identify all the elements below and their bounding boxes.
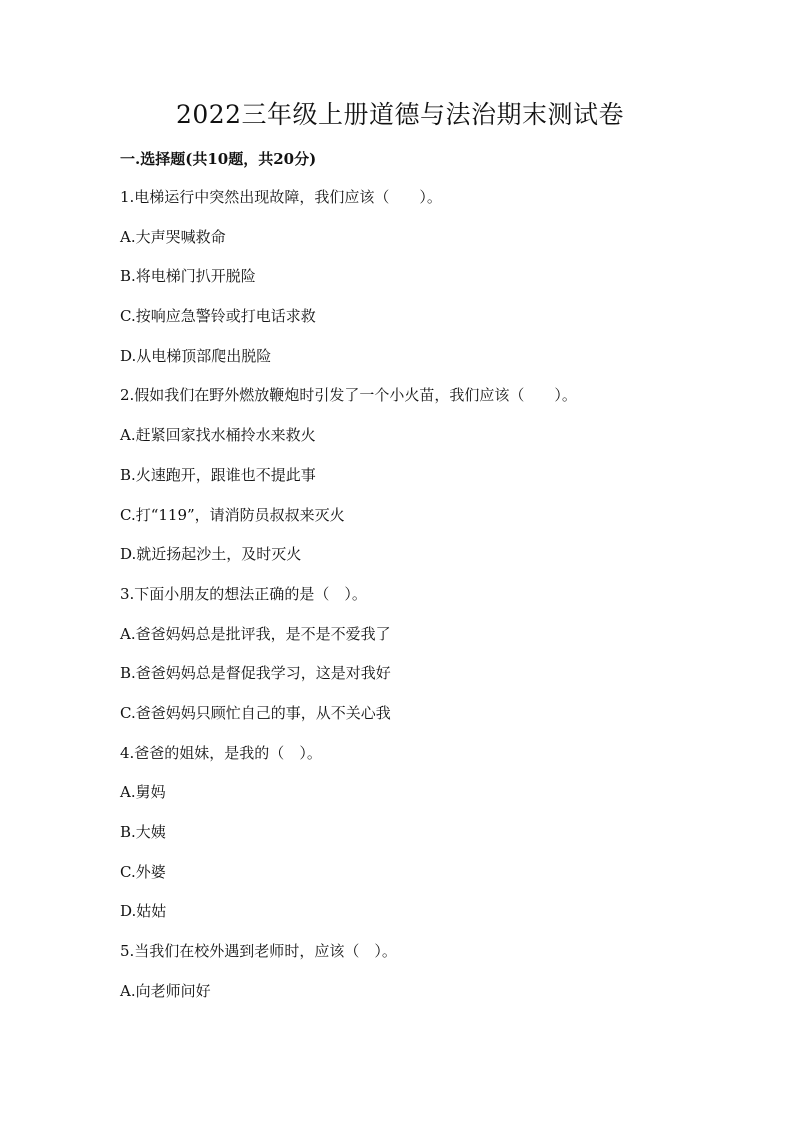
question-stem: 2.假如我们在野外燃放鞭炮时引发了一个小火苗，我们应该（ ）。 <box>120 386 577 405</box>
document-title: 2022三年级上册道德与法治期末测试卷 <box>175 100 625 129</box>
answer-option: A.舅妈 <box>120 783 166 802</box>
answer-option: C.按响应急警铃或打电话求救 <box>120 307 316 326</box>
answer-option: D.就近扬起沙土，及时灭火 <box>120 545 302 564</box>
question-stem: 5.当我们在校外遇到老师时，应该（ ）。 <box>120 942 397 961</box>
answer-option: C.外婆 <box>120 862 166 881</box>
answer-option: A.赶紧回家找水桶拎水来救火 <box>120 426 316 445</box>
answer-option: A.爸爸妈妈总是批评我，是不是不爱我了 <box>120 624 391 643</box>
question-stem: 3.下面小朋友的想法正确的是（ ）。 <box>120 584 367 603</box>
answer-option: B.将电梯门扒开脱险 <box>120 267 256 286</box>
answer-option: D.从电梯顶部爬出脱险 <box>120 346 272 365</box>
section-heading: 一.选择题(共10题，共20分) <box>120 150 317 168</box>
answer-option: B.爸爸妈妈总是督促我学习，这是对我好 <box>120 664 391 683</box>
question-list <box>120 186 740 1019</box>
answer-option: A.大声哭喊救命 <box>120 227 226 246</box>
question-stem: 1.电梯运行中突然出现故障，我们应该（ ）。 <box>120 188 442 206</box>
answer-option: C.打“119”，请消防员叔叔来灭火 <box>120 505 345 524</box>
answer-option: B.大姨 <box>120 823 166 841</box>
answer-option: A.向老师问好 <box>120 981 211 1000</box>
question-stem: 4.爸爸的姐妹，是我的（ ）。 <box>120 743 322 762</box>
answer-option: B.火速跑开，跟谁也不提此事 <box>120 465 316 484</box>
answer-option: D.姑姑 <box>120 902 167 921</box>
answer-option: C.爸爸妈妈只顾忙自己的事，从不关心我 <box>120 703 391 722</box>
